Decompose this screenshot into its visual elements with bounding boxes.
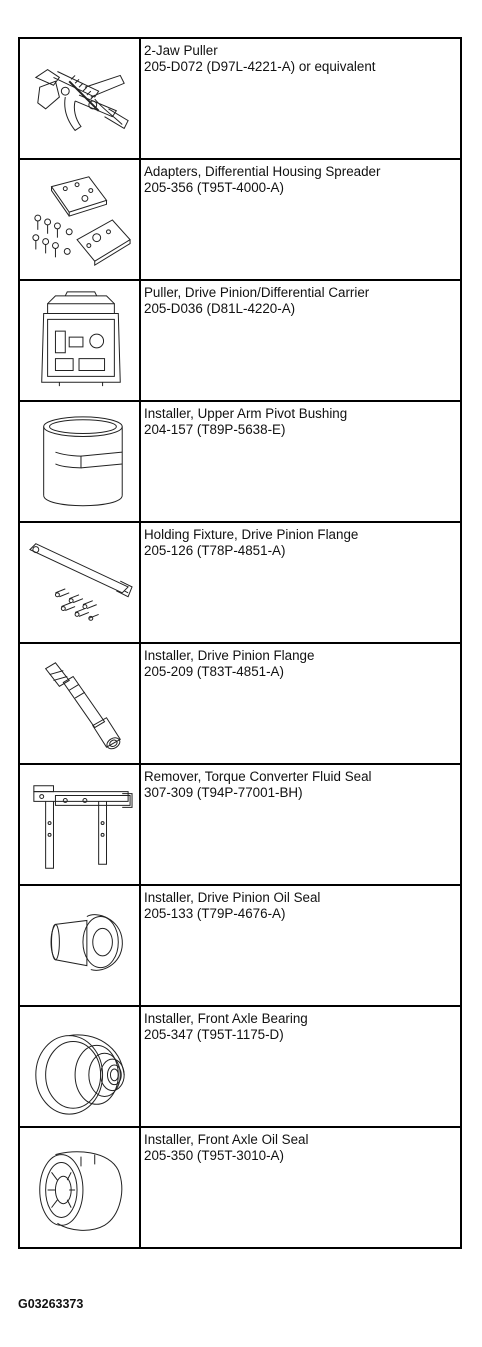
two-jaw-puller-icon	[26, 47, 134, 151]
tool-name: Holding Fixture, Drive Pinion Flange	[144, 527, 359, 542]
special-tools-table	[18, 37, 462, 1249]
table-row	[20, 1128, 460, 1247]
spreader-adapters-icon	[26, 168, 134, 272]
tool-description-cell	[141, 160, 460, 279]
tool-name: Puller, Drive Pinion/Differential Carrier	[144, 285, 370, 300]
tool-illustration-cell	[20, 644, 141, 763]
axle-bearing-installer-icon	[26, 1015, 134, 1119]
oil-seal-installer-icon	[26, 894, 134, 998]
table-row	[20, 1007, 460, 1128]
tool-description-cell	[141, 886, 460, 1005]
tool-description-cell	[141, 281, 460, 400]
tool-number: 205-350 (T95T-3010-A)	[144, 1148, 284, 1163]
tool-illustration-cell	[20, 281, 141, 400]
tool-name: 2-Jaw Puller	[144, 43, 218, 58]
tool-name: Installer, Front Axle Oil Seal	[144, 1132, 309, 1147]
tool-number: 205-209 (T83T-4851-A)	[144, 664, 284, 679]
tool-number: 205-356 (T95T-4000-A)	[144, 180, 284, 195]
puller-kit-case-icon	[26, 289, 134, 393]
tool-number: 205-133 (T79P-4676-A)	[144, 906, 286, 921]
tool-name: Installer, Drive Pinion Oil Seal	[144, 890, 321, 905]
table-row	[20, 39, 460, 160]
table-row	[20, 886, 460, 1007]
tool-number: 205-D072 (D97L-4221-A) or equivalent	[144, 59, 376, 74]
table-row	[20, 765, 460, 886]
tool-description-cell	[141, 402, 460, 521]
tool-name: Installer, Drive Pinion Flange	[144, 648, 315, 663]
tool-name: Adapters, Differential Housing Spreader	[144, 164, 381, 179]
tool-number: 204-157 (T89P-5638-E)	[144, 422, 286, 437]
tool-name: Installer, Upper Arm Pivot Bushing	[144, 406, 348, 421]
tool-illustration-cell	[20, 1007, 141, 1126]
axle-seal-installer-icon	[26, 1136, 134, 1240]
table-row	[20, 160, 460, 281]
table-row	[20, 644, 460, 765]
tool-illustration-cell	[20, 160, 141, 279]
tool-name: Installer, Front Axle Bearing	[144, 1011, 308, 1026]
bushing-installer-icon	[26, 410, 134, 514]
tool-description-cell	[141, 1007, 460, 1126]
tool-illustration-cell	[20, 39, 141, 158]
table-row	[20, 523, 460, 644]
tool-illustration-cell	[20, 765, 141, 884]
tool-number: 307-309 (T94P-77001-BH)	[144, 785, 303, 800]
flange-installer-icon	[26, 652, 134, 756]
figure-id: G03263373	[18, 1297, 84, 1311]
tool-description-cell	[141, 39, 460, 158]
tool-number: 205-D036 (D81L-4220-A)	[144, 301, 296, 316]
tool-description-cell	[141, 523, 460, 642]
tool-number: 205-347 (T95T-1175-D)	[144, 1027, 284, 1042]
tool-illustration-cell	[20, 523, 141, 642]
table-row	[20, 402, 460, 523]
tool-description-cell	[141, 644, 460, 763]
seal-remover-icon	[26, 773, 134, 877]
tool-illustration-cell	[20, 402, 141, 521]
tool-illustration-cell	[20, 1128, 141, 1247]
holding-fixture-icon	[26, 531, 134, 635]
tool-name: Remover, Torque Converter Fluid Seal	[144, 769, 372, 784]
table-row	[20, 281, 460, 402]
tool-description-cell	[141, 765, 460, 884]
tool-description-cell	[141, 1128, 460, 1247]
tool-number: 205-126 (T78P-4851-A)	[144, 543, 286, 558]
tool-illustration-cell	[20, 886, 141, 1005]
